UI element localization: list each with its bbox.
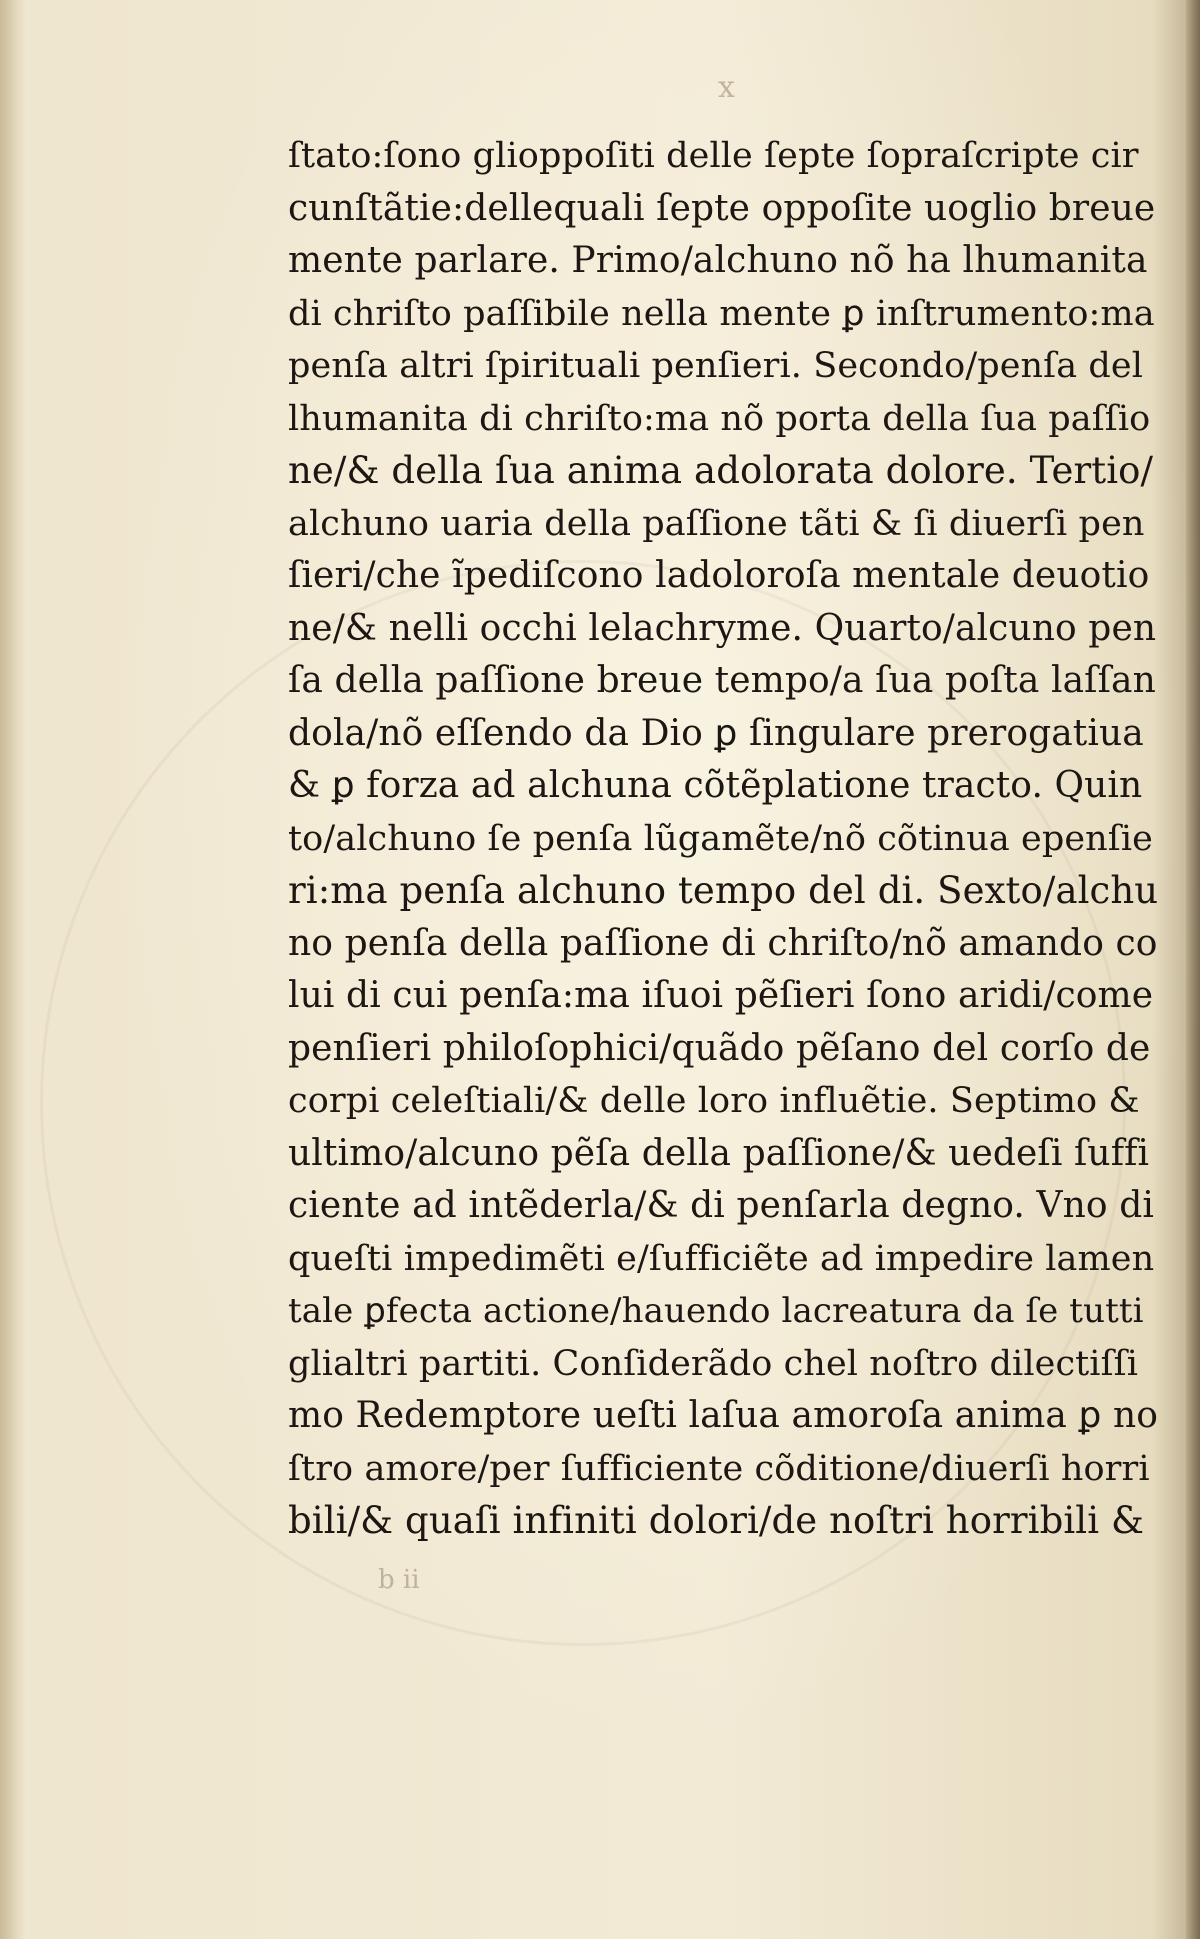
text-line: ſtro amore/per ſufficiente cõditione/diuerſi horri [288,1448,1150,1489]
text-line: ciente ad intẽderla/& di penſarla degno. Vno di [288,1185,1154,1226]
text-line: di chriſto paſſibile nella mente ꝑ inſtrumento:ma [288,293,1155,334]
text-line: ne/& nelli occhi lelachryme. Quarto/alcuno pen [288,607,1157,649]
text-line: ultimo/alcuno pẽſa della paſſione/& uedeſi ſuffi [288,1132,1150,1174]
text-line: cunſtãtie:dellequali ſepte oppoſite uoglio breue [288,187,1156,229]
text-line: ſtato:ſono glioppoſiti delle ſepte ſopraſcripte cir [288,136,1139,176]
text-block [288,130,1160,1548]
page-left-edge [0,0,26,1939]
text-line: mo Redemptore ueſti laſua amoroſa anima ꝑ no [288,1395,1159,1436]
text-line: glialtri partiti. Conſiderãdo chel noſtro dilectiſſi [288,1343,1139,1384]
text-line: ne/& della ſua anima adolorata dolore. Tertio/ [288,449,1154,492]
text-line: ri:ma penſa alchuno tempo del di. Sexto/alchu [288,869,1159,912]
text-line: tale ꝑfecta actione/hauendo lacreatura da ſe tutti [288,1291,1144,1331]
text-line: lhumanita di chriſto:ma nõ porta della ſua paſſio [288,398,1151,439]
text-line: penſieri philoſophici/quãdo pẽſano del corſo de [288,1027,1151,1069]
signature-mark: b ii [378,1565,420,1595]
text-line: penſa altri ſpirituali penſieri. Secondo/penſa del [288,346,1144,386]
text-line: ſa della paſſione breue tempo/a ſua poſta laſſan [288,660,1156,701]
text-line: queſti impedimẽti e/ſufficiẽte ad impedire lamen [288,1238,1155,1279]
text-line: dola/nõ eſſendo da Dio ꝑ ſingulare prerogatiua [288,712,1144,754]
text-line: alchuno uaria della paſſione tãti & ſi diuerſi pen [288,503,1145,544]
text-line: no penſa della paſſione di chriſto/nõ amando co [288,922,1158,964]
page-gutter-shadow [1186,0,1200,1939]
text-line: to/alchuno ſe penſa lũgamẽte/nõ cõtinua epenſie [288,818,1153,859]
text-line: ſieri/che ĩpediſcono ladoloroſa mentale deuotio [288,555,1150,596]
text-line: & ꝑ forza ad alchuna cõtẽplatione tracto. Quin [288,765,1143,806]
text-line: corpi celeſtiali/& delle loro influẽtie. Septimo & [288,1081,1140,1121]
text-line: bili/& quaſi infiniti dolori/de noſtri horribili & [288,1499,1145,1542]
text-line: mente parlare. Primo/alchuno nõ ha lhumanita [288,240,1148,281]
top-margin-mark: x [718,70,735,105]
text-line: lui di cui penſa:ma iſuoi pẽſieri ſono aridi/come [288,975,1154,1016]
